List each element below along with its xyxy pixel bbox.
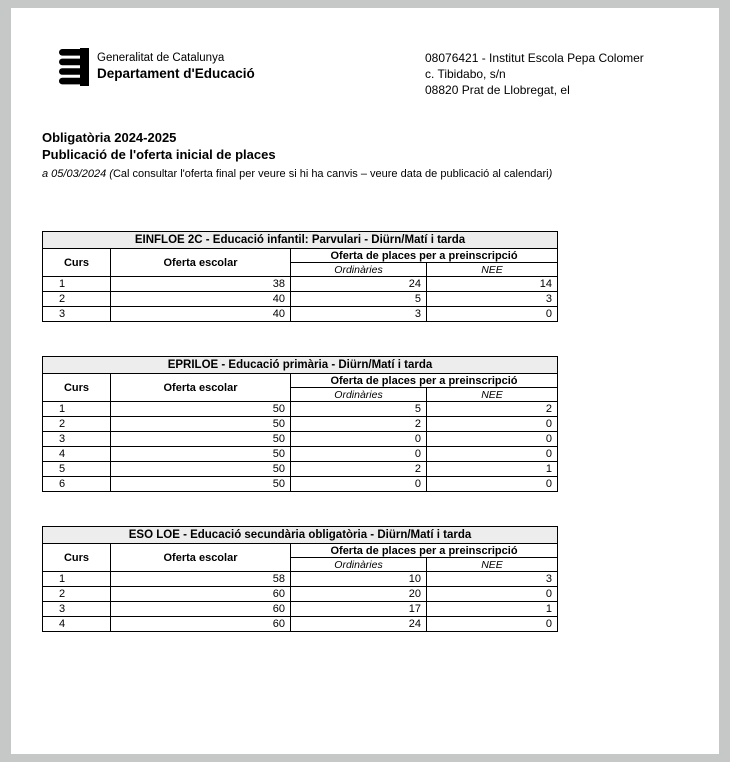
table-row [43, 587, 558, 602]
doc-title-line1: Obligatòria 2024-2025 [42, 130, 177, 145]
doc-note-body: Cal consultar l'oferta final per veure si hi ha canvis – veure data de publicació al calendari [112, 168, 549, 180]
ordinaries-cell: 3 [291, 307, 427, 322]
table-row [43, 602, 558, 617]
oferta-escolar-cell: 40 [111, 307, 291, 322]
ordinaries-cell: 5 [291, 402, 427, 417]
nee-cell: 3 [427, 572, 558, 587]
nee-cell: 2 [427, 402, 558, 417]
table-title: EINFLOE 2C - Educació infantil: Parvulari - Diürn/Matí i tarda [43, 232, 558, 249]
nee-cell: 0 [427, 477, 558, 492]
school-city: 08820 Prat de Llobregat, el [425, 83, 570, 97]
offer-table [42, 356, 558, 492]
curs-cell: 6 [43, 477, 111, 492]
nee-cell: 14 [427, 277, 558, 292]
nee-cell: 0 [427, 417, 558, 432]
ordinaries-cell: 0 [291, 477, 427, 492]
offer-table [42, 231, 558, 322]
table-row [43, 447, 558, 462]
oferta-escolar-cell: 38 [111, 277, 291, 292]
nee-cell: 0 [427, 432, 558, 447]
ordinaries-cell: 2 [291, 417, 427, 432]
table-title-row [43, 232, 558, 249]
oferta-escolar-cell: 60 [111, 587, 291, 602]
doc-note-close: ) [548, 168, 553, 180]
table-row [43, 477, 558, 492]
oferta-escolar-cell: 40 [111, 292, 291, 307]
nee-cell: 0 [427, 617, 558, 632]
curs-header: Curs [43, 249, 111, 277]
oferta-escolar-header: Oferta escolar [111, 544, 291, 572]
nee-cell: 0 [427, 307, 558, 322]
curs-cell: 1 [43, 572, 111, 587]
ordinaries-header: Ordinàries [291, 263, 427, 277]
ordinaries-cell: 5 [291, 292, 427, 307]
generalitat-logo-icon [59, 48, 89, 86]
curs-header: Curs [43, 544, 111, 572]
table-header-row [43, 544, 558, 558]
nee-cell: 3 [427, 292, 558, 307]
preinscripcio-header: Oferta de places per a preinscripció [291, 374, 558, 388]
table-row [43, 432, 558, 447]
nee-cell: 0 [427, 587, 558, 602]
table-title: ESO LOE - Educació secundària obligatòria - Diürn/Matí i tarda [43, 527, 558, 544]
oferta-escolar-cell: 50 [111, 477, 291, 492]
table-row [43, 462, 558, 477]
oferta-escolar-cell: 60 [111, 602, 291, 617]
table-row [43, 292, 558, 307]
table-title: EPRILOE - Educació primària - Diürn/Matí i tarda [43, 357, 558, 374]
dept-name: Departament d'Educació [97, 66, 255, 81]
ordinaries-cell: 0 [291, 432, 427, 447]
ordinaries-header: Ordinàries [291, 388, 427, 402]
table-row [43, 572, 558, 587]
oferta-escolar-cell: 50 [111, 447, 291, 462]
table-row [43, 402, 558, 417]
nee-header: NEE [427, 388, 558, 402]
ordinaries-header: Ordinàries [291, 558, 427, 572]
curs-cell: 1 [43, 402, 111, 417]
oferta-escolar-cell: 50 [111, 462, 291, 477]
nee-header: NEE [427, 558, 558, 572]
table-row [43, 417, 558, 432]
school-code-name: 08076421 - Institut Escola Pepa Colomer [425, 51, 644, 65]
curs-cell: 2 [43, 417, 111, 432]
offer-table [42, 526, 558, 632]
doc-note [42, 167, 692, 181]
curs-cell: 4 [43, 447, 111, 462]
table-row [43, 277, 558, 292]
nee-cell: 1 [427, 462, 558, 477]
curs-header: Curs [43, 374, 111, 402]
doc-note-date: a 05/03/2024 ( [42, 168, 113, 180]
letterhead-text [97, 48, 255, 82]
table-title-row [43, 527, 558, 544]
ordinaries-cell: 20 [291, 587, 427, 602]
ordinaries-cell: 10 [291, 572, 427, 587]
ordinaries-cell: 24 [291, 617, 427, 632]
oferta-escolar-header: Oferta escolar [111, 249, 291, 277]
oferta-escolar-cell: 58 [111, 572, 291, 587]
curs-cell: 3 [43, 432, 111, 447]
oferta-escolar-cell: 50 [111, 417, 291, 432]
curs-cell: 3 [43, 307, 111, 322]
preinscripcio-header: Oferta de places per a preinscripció [291, 249, 558, 263]
nee-cell: 0 [427, 447, 558, 462]
curs-cell: 4 [43, 617, 111, 632]
table-title-row [43, 357, 558, 374]
oferta-escolar-cell: 60 [111, 617, 291, 632]
curs-cell: 2 [43, 292, 111, 307]
table-header-row [43, 249, 558, 263]
org-name: Generalitat de Catalunya [97, 52, 225, 64]
nee-header: NEE [427, 263, 558, 277]
school-address: c. Tibidabo, s/n [425, 67, 506, 81]
curs-cell: 3 [43, 602, 111, 617]
table-header-row [43, 374, 558, 388]
document-intro [42, 129, 692, 181]
curs-cell: 1 [43, 277, 111, 292]
letterhead [59, 48, 255, 86]
preinscripcio-header: Oferta de places per a preinscripció [291, 544, 558, 558]
table-row [43, 617, 558, 632]
table-row [43, 307, 558, 322]
curs-cell: 5 [43, 462, 111, 477]
curs-cell: 2 [43, 587, 111, 602]
ordinaries-cell: 2 [291, 462, 427, 477]
oferta-escolar-cell: 50 [111, 402, 291, 417]
ordinaries-cell: 24 [291, 277, 427, 292]
document-page [11, 8, 719, 754]
ordinaries-cell: 0 [291, 447, 427, 462]
ordinaries-cell: 17 [291, 602, 427, 617]
oferta-escolar-header: Oferta escolar [111, 374, 291, 402]
nee-cell: 1 [427, 602, 558, 617]
oferta-escolar-cell: 50 [111, 432, 291, 447]
doc-title-line2: Publicació de l'oferta inicial de places [42, 147, 276, 162]
tables-section [42, 231, 558, 666]
school-info [425, 50, 644, 98]
